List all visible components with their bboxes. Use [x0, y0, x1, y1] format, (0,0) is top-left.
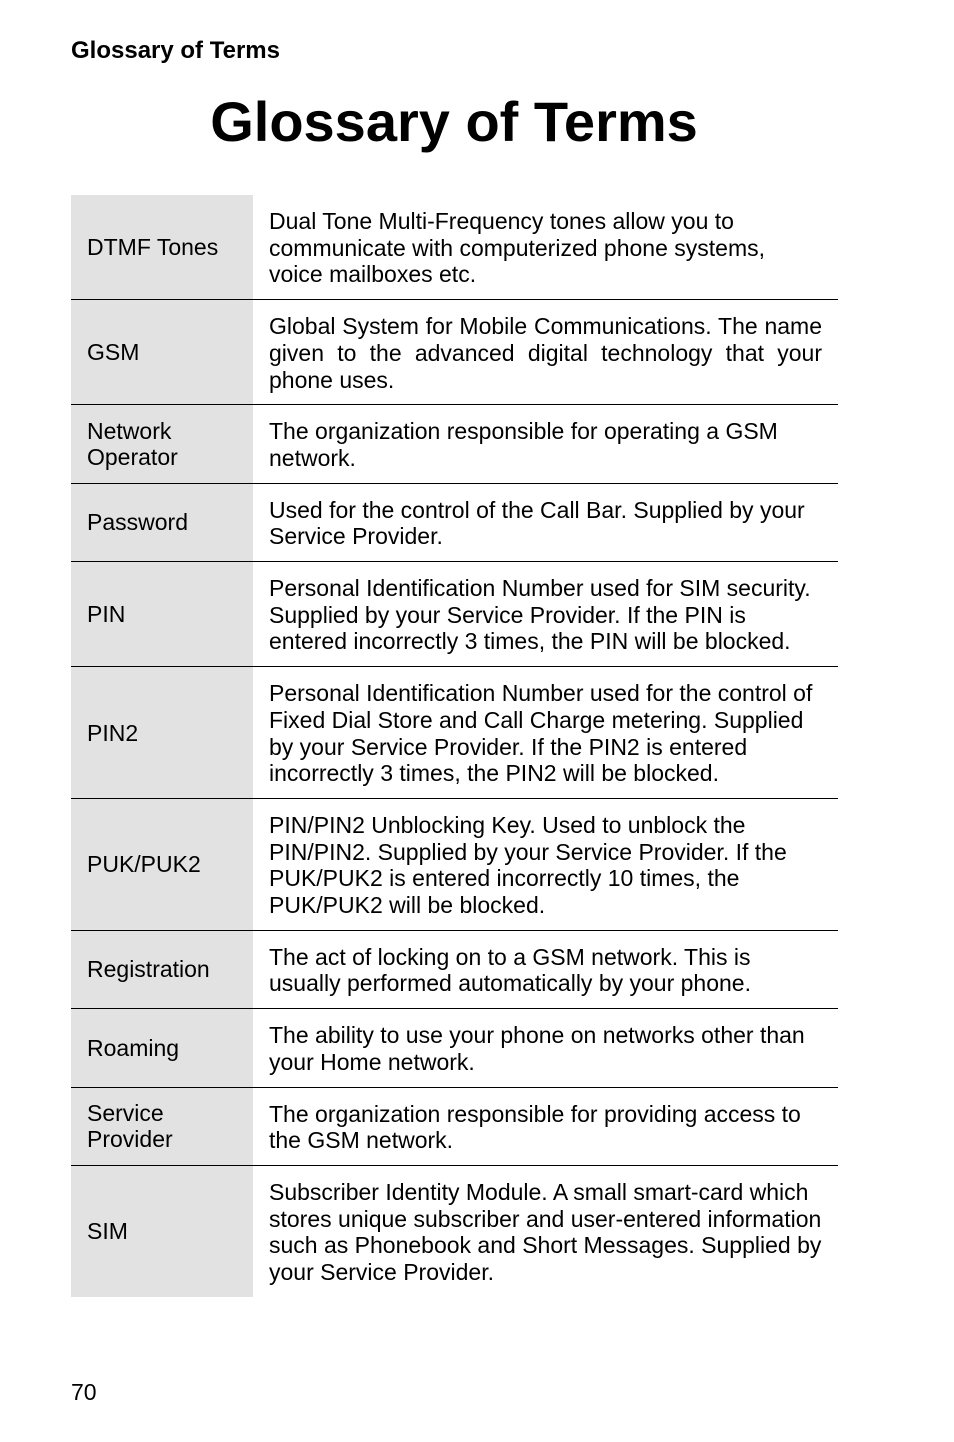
glossary-row-puk-puk2 — [71, 799, 838, 931]
glossary-definition: The organization responsible for providing access to the GSM network. — [269, 1100, 801, 1154]
glossary-row-gsm — [71, 300, 838, 405]
glossary-term: PIN — [71, 562, 253, 666]
glossary-definition: Personal Identification Number used for SIM security. Supplied by your Service Provider. If the PIN is entered incorrectly 3 times, the PIN will be blocked. — [269, 575, 811, 655]
glossary-row-dtmf-tones — [71, 195, 838, 300]
glossary-definition: Subscriber Identity Module. A small smart-card which stores unique subscriber and user-entered information such as Phonebook and Short Messages. Supplied by your Service Provider. — [269, 1178, 822, 1286]
glossary-row-pin — [71, 562, 838, 667]
glossary-term: Service Provider — [71, 1088, 253, 1165]
glossary-definition: Dual Tone Multi-Frequency tones allow you to communicate with computerized phone systems, voice mailboxes etc. — [269, 208, 765, 288]
glossary-row-network-operator — [71, 405, 838, 483]
page-number: 70 — [71, 1379, 97, 1405]
glossary-term: Password — [71, 484, 253, 561]
glossary-term: PIN2 — [71, 667, 253, 798]
running-header: Glossary of Terms — [71, 37, 280, 64]
page-title: Glossary of Terms — [210, 90, 698, 153]
glossary-row-pin2 — [71, 667, 838, 799]
glossary-definition: The organization responsible for operating a GSM network. — [269, 418, 778, 471]
glossary-definition: Personal Identification Number used for the control of Fixed Dial Store and Call Charge metering. Supplied by your Service Provider. If the PIN2 is entered incorrectly 3 times, the PIN2 will be blocked. — [269, 680, 813, 787]
glossary-row-service-provider — [71, 1088, 838, 1166]
glossary-table — [71, 195, 838, 1297]
glossary-term: GSM — [71, 300, 253, 404]
glossary-definition: PIN/PIN2 Unblocking Key. Used to unblock the PIN/PIN2. Supplied by your Service Provider. If the PUK/PUK2 is entered incorrectly 10 times, the PUK/PUK2 will be blocked. — [269, 811, 787, 919]
glossary-term: Roaming — [71, 1009, 253, 1086]
glossary-term: Registration — [71, 931, 253, 1008]
glossary-row-sim — [71, 1166, 838, 1297]
glossary-definition: The ability to use your phone on networks other than your Home network. — [269, 1022, 805, 1075]
glossary-row-password — [71, 484, 838, 562]
glossary-term: PUK/PUK2 — [71, 799, 253, 930]
glossary-term: SIM — [71, 1166, 253, 1297]
glossary-term: DTMF Tones — [71, 195, 253, 299]
glossary-term: Network Operator — [71, 405, 253, 482]
glossary-definition: Used for the control of the Call Bar. Supplied by your Service Provider. — [269, 496, 805, 550]
glossary-definition: Global System for Mobile Communications. The name given to the advanced digital technology that your phone uses. — [269, 313, 822, 393]
glossary-row-registration — [71, 931, 838, 1009]
glossary-row-roaming — [71, 1009, 838, 1087]
glossary-definition: The act of locking on to a GSM network. This is usually performed automatically by your phone. — [269, 943, 751, 997]
